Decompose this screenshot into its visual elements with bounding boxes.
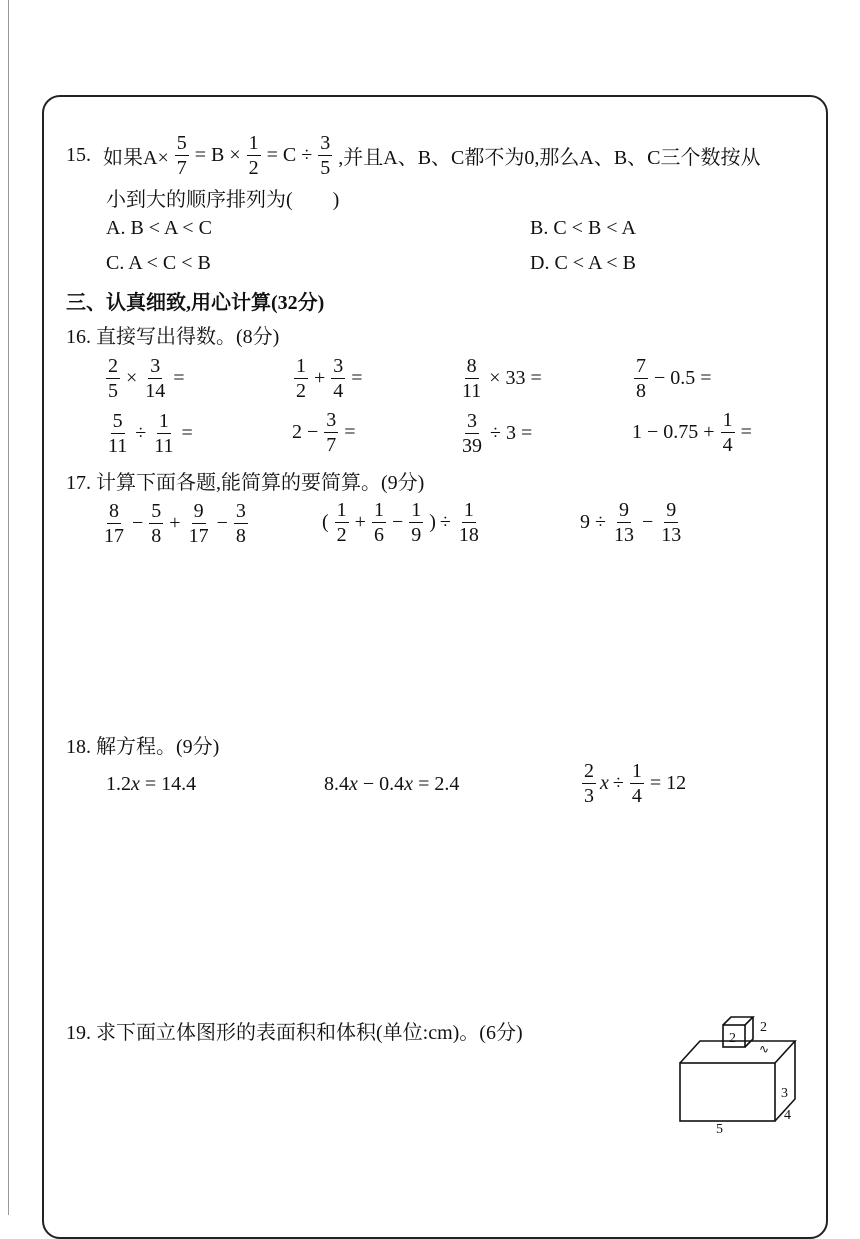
q17-problem-2: ( $\frac{1}{2}$ + $\frac{1}{6}$ − $\frac{1}{9}$ ) ÷ $\frac{1}{18}$ [322,499,479,546]
large-cuboid-front [680,1063,775,1121]
question-15-line2: 小到大的顺序排列为( ) [106,189,340,211]
fraction: $\frac{3}{5}$ [320,132,331,179]
question-16-title: 16. 直接写出得数。(8分) [66,326,280,348]
q15-text: = B × [194,144,241,166]
question-number: 15. [66,144,91,166]
q17-problem-3: 9 ÷ $\frac{9}{13}$ − $\frac{9}{13}$ [580,499,682,546]
q17-problem-1: $\frac{8}{17}$ − $\frac{5}{8}$ + $\frac{9}{17}$ − $\frac{3}{8}$ [104,500,246,547]
page-edge-line [8,0,9,1215]
q16-expr-3: $\frac{8}{11}$ × 33 = [462,355,542,402]
solid-figure-diagram [660,1005,810,1135]
label-width: 5 [716,1122,723,1135]
question-17-title: 17. 计算下面各题,能简算的要简算。(9分) [66,472,425,494]
option-d: D. C < A < B [530,252,636,274]
label-depth: 4 [784,1108,791,1123]
option-a: A. B < A < C [106,217,212,239]
label-small-front: 2 [729,1031,736,1046]
q16-expr-6: 2 − $\frac{3}{7}$ = [292,409,356,456]
large-cuboid-top [680,1041,795,1063]
q16-expr-5: $\frac{5}{11}$ ÷ $\frac{1}{11}$ = [108,410,193,457]
q16-expr-8: 1 − 0.75 + $\frac{1}{4}$ = [632,409,752,456]
q16-expr-2: $\frac{1}{2}$ + $\frac{3}{4}$ = [296,355,363,402]
q18-equation-2: 8.4x − 0.4x = 2.4 [324,773,460,795]
section-title: 三、认真细致,用心计算(32分) [66,292,325,314]
q16-expr-1: $\frac{2}{5}$ × $\frac{3}{14}$ = [108,355,185,402]
q16-expr-4: $\frac{7}{8}$ − 0.5 = [636,355,712,402]
q15-text: ,并且A、B、C都不为0,那么A、B、C三个数按从 [338,147,761,169]
label-height: 3 [781,1086,788,1101]
option-c: C. A < C < B [106,252,211,274]
question-15-line1 [66,133,761,178]
q18-equation-3: $\frac{2}{3}$ x ÷ $\frac{1}{4}$ = 12 [584,760,687,807]
q16-expr-7: $\frac{3}{39}$ ÷ 3 = [462,410,533,457]
question-18-title: 18. 解方程。(9分) [66,736,220,758]
fraction: $\frac{5}{7}$ [176,132,187,179]
q15-text: 如果A× [103,147,169,169]
fraction: $\frac{1}{2}$ [248,132,259,179]
q18-equation-1: 1.2x = 14.4 [106,773,197,795]
label-small-side: 2 [760,1020,767,1035]
wave-mark: ∿ [759,1042,770,1056]
q15-text: = C ÷ [266,144,313,166]
question-19-title: 19. 求下面立体图形的表面积和体积(单位:cm)。(6分) [66,1022,523,1044]
option-b: B. C < B < A [530,217,636,239]
small-cube-top [723,1017,753,1025]
